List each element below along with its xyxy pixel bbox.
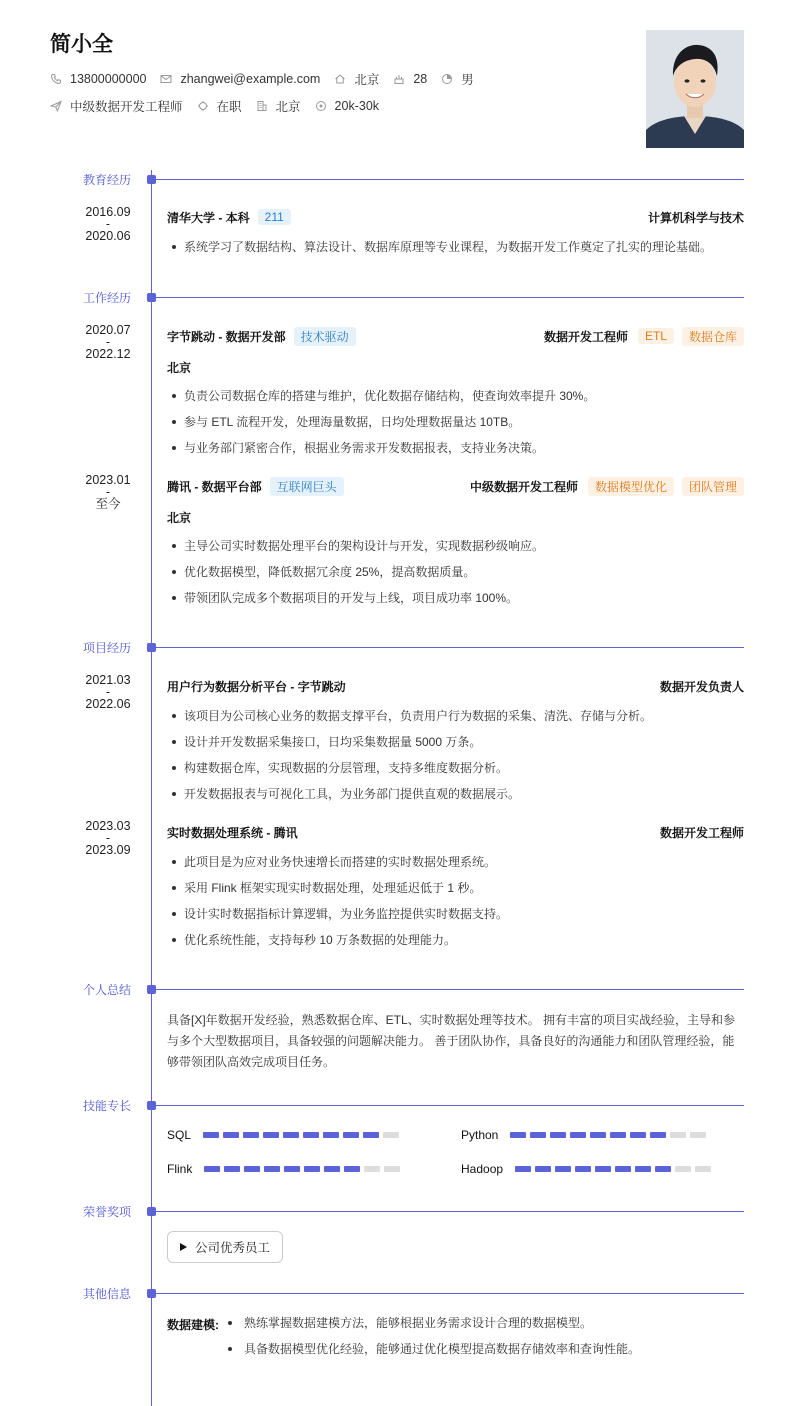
list-item: 带领团队完成多个数据项目的开发与上线，项目成功率 100%。 (167, 591, 744, 617)
skill-name: Hadoop (461, 1162, 504, 1176)
section-work (0, 289, 794, 309)
email-icon (160, 73, 172, 85)
skill-level-segment (575, 1166, 591, 1172)
work-city: 北京 (167, 511, 192, 525)
skill-level-segment (515, 1166, 531, 1172)
company-name: 腾讯 - 数据平台部 (167, 479, 262, 494)
profile-photo (646, 30, 744, 148)
date-end: 2023.09 (85, 843, 131, 857)
skill-level-segment (610, 1132, 626, 1138)
date-start: 2023.03 (85, 819, 131, 833)
section-marker (147, 293, 156, 302)
status-item (197, 97, 242, 115)
gender-text: 男 (461, 73, 474, 87)
role-tag: 数据模型优化 (588, 477, 674, 496)
skill-level-segment (383, 1132, 399, 1138)
date-separator: - (105, 335, 111, 349)
skill-level-segment (615, 1166, 631, 1172)
email-item (160, 72, 320, 86)
skill-item (167, 1128, 403, 1142)
skill-level-segment (670, 1132, 686, 1138)
skill-level-segment (283, 1132, 299, 1138)
section-skills (0, 1097, 794, 1117)
summary-text: 具备[X]年数据开发经验，熟悉数据仓库、ETL、实时数据处理等技术。 拥有丰富的项目实战经验，主导和参与多个大型数据项目，具备较强的问题解决能力。 善于团队协作，具备良好的沟通能力和团队管理经验，能够带领团队高效完成项目任务。 (167, 1013, 736, 1069)
work-entry-head (167, 477, 744, 495)
caret-right-icon (180, 1243, 187, 1251)
skill-level-segment (635, 1166, 651, 1172)
section-title: 项目经历 (83, 641, 132, 655)
resume-name: 简小全 (50, 33, 113, 56)
age-text: 28 (413, 72, 428, 86)
skill-name: Flink (167, 1162, 193, 1176)
major: 计算机科学与技术 (647, 210, 744, 225)
skill-level-segment (304, 1166, 320, 1172)
skill-level-segment (675, 1166, 691, 1172)
skill-level-segment (204, 1166, 220, 1172)
skill-level-segment (590, 1132, 606, 1138)
section-marker (147, 1289, 156, 1298)
section-divider (156, 297, 744, 298)
skill-level-segment (650, 1132, 666, 1138)
skill-level-segment (303, 1132, 319, 1138)
skill-level-segment (344, 1166, 360, 1172)
list-item: 参与 ETL 流程开发，处理海量数据，日均处理数据量达 10TB。 (167, 415, 744, 441)
project-date (72, 820, 144, 856)
skill-level-segment (343, 1132, 359, 1138)
salary-item (315, 99, 379, 113)
list-item: 优化数据模型，降低数据冗余度 25%，提高数据质量。 (167, 565, 744, 591)
honor-toggle[interactable] (167, 1231, 283, 1263)
section-title: 技能专长 (83, 1099, 132, 1113)
coin-icon (315, 100, 327, 112)
skill-name: Python (461, 1128, 499, 1142)
work-date (72, 324, 144, 360)
skill-item (461, 1128, 710, 1142)
phone-icon (50, 73, 62, 85)
section-title: 教育经历 (83, 173, 132, 187)
skill-level-segment (510, 1132, 526, 1138)
project-bullets (167, 855, 744, 959)
company-tag: 技术驱动 (294, 327, 356, 346)
home-icon (334, 73, 346, 85)
project-entry-head (167, 677, 744, 695)
list-item: 设计实时数据指标计算逻辑，为业务监控提供实时数据支持。 (167, 907, 744, 933)
list-item: 与业务部门紧密合作，根据业务需求开发数据报表，支持业务决策。 (167, 441, 744, 467)
status-icon (197, 100, 209, 112)
section-marker (147, 175, 156, 184)
section-honors (0, 1203, 794, 1223)
project-name: 用户行为数据分析平台 - 字节跳动 (167, 679, 346, 694)
project-name: 实时数据处理系统 - 腾讯 (167, 825, 298, 840)
list-item: 优化系统性能，支持每秒 10 万条数据的处理能力。 (167, 933, 744, 959)
section-marker (147, 985, 156, 994)
school-name: 清华大学 - 本科 (167, 210, 250, 225)
skill-level-segment (323, 1132, 339, 1138)
skill-level-segment (570, 1132, 586, 1138)
education-entry-head (167, 208, 744, 226)
company-name: 字节跳动 - 数据开发部 (167, 329, 286, 344)
email-text: zhangwei@example.com (180, 72, 321, 86)
project-role: 数据开发负责人 (659, 679, 744, 694)
date-end: 至今 (95, 497, 121, 511)
project-role: 数据开发工程师 (659, 825, 744, 840)
section-marker (147, 1207, 156, 1216)
skill-item (167, 1162, 404, 1176)
skill-level-segment (224, 1166, 240, 1172)
skill-level-segment (535, 1166, 551, 1172)
list-item: 负责公司数据仓库的搭建与维护，优化数据存储结构，使查询效率提升 30%。 (167, 389, 744, 415)
section-divider (156, 647, 744, 648)
skill-level-segment (223, 1132, 239, 1138)
location-text: 北京 (354, 73, 380, 87)
education-bullets (167, 240, 744, 266)
skill-item (461, 1162, 715, 1176)
education-date (72, 206, 144, 242)
skill-level-segment (243, 1132, 259, 1138)
work-bullets (167, 539, 744, 617)
section-marker (147, 1101, 156, 1110)
section-title: 工作经历 (83, 291, 132, 305)
cake-icon (393, 73, 405, 85)
job-role: 数据开发工程师 (543, 329, 628, 344)
list-item: 具备数据模型优化经验，能够通过优化模型提高数据存储效率和查询性能。 (228, 1342, 748, 1368)
skill-level-segment (530, 1132, 546, 1138)
skill-level-bar (515, 1166, 715, 1172)
role-tag: 团队管理 (682, 477, 744, 496)
list-item: 采用 Flink 框架实现实时数据处理，处理延迟低于 1 秒。 (167, 881, 744, 907)
job-role: 中级数据开发工程师 (469, 479, 578, 494)
contact-row (50, 70, 488, 88)
project-bullets (167, 709, 744, 813)
date-separator: - (105, 831, 111, 845)
section-title: 荣誉奖项 (83, 1205, 132, 1219)
gender-icon (441, 73, 453, 85)
list-item: 此项目是为应对业务快速增长而搭建的实时数据处理系统。 (167, 855, 744, 881)
company-tag: 互联网巨头 (270, 477, 344, 496)
date-end: 2022.12 (85, 347, 131, 361)
list-item: 主导公司实时数据处理平台的架构设计与开发，实现数据秒级响应。 (167, 539, 744, 565)
other-category: 数据建模: (167, 1318, 219, 1332)
phone-item (50, 72, 146, 86)
skill-level-segment (284, 1166, 300, 1172)
skill-level-segment (550, 1132, 566, 1138)
date-start: 2020.07 (85, 323, 131, 337)
list-item: 设计并开发数据采集接口，日均采集数据量 5000 万条。 (167, 735, 744, 761)
list-item: 熟练掌握数据建模方法，能够根据业务需求设计合理的数据模型。 (228, 1316, 748, 1342)
list-item: 开发数据报表与可视化工具，为业务部门提供直观的数据展示。 (167, 787, 744, 813)
date-separator: - (105, 217, 111, 231)
target-city-text: 北京 (275, 100, 301, 114)
skill-level-bar (203, 1132, 403, 1138)
skill-level-segment (264, 1166, 280, 1172)
section-title: 其他信息 (83, 1287, 132, 1301)
date-start: 2016.09 (85, 205, 131, 219)
date-separator: - (105, 685, 111, 699)
section-divider (156, 1211, 744, 1212)
skill-level-segment (595, 1166, 611, 1172)
role-tag: 数据仓库 (682, 327, 744, 346)
section-marker (147, 643, 156, 652)
date-end: 2020.06 (85, 229, 131, 243)
skill-level-segment (655, 1166, 671, 1172)
role-tag: ETL (638, 328, 674, 344)
honor-label: 公司优秀员工 (195, 1241, 271, 1255)
status-text: 在职 (216, 100, 242, 114)
location-item (334, 70, 379, 88)
target-role-item (50, 97, 183, 115)
phone-text: 13800000000 (70, 72, 147, 86)
work-bullets (167, 389, 744, 467)
section-other (0, 1285, 794, 1305)
section-divider (156, 179, 744, 180)
skill-level-segment (630, 1132, 646, 1138)
section-summary (0, 981, 794, 1001)
section-education (0, 171, 794, 191)
section-title: 个人总结 (83, 983, 132, 997)
date-start: 2023.01 (85, 473, 131, 487)
project-entry-head (167, 823, 744, 841)
skill-level-segment (263, 1132, 279, 1138)
salary-text: 20k-30k (334, 99, 380, 113)
age-item (393, 72, 427, 86)
send-icon (50, 100, 62, 112)
skill-level-bar (510, 1132, 710, 1138)
section-projects (0, 639, 794, 659)
school-tag: 211 (258, 209, 291, 225)
list-item: 系统学习了数据结构、算法设计、数据库原理等专业课程，为数据开发工作奠定了扎实的理论基础。 (167, 240, 744, 266)
skill-level-segment (203, 1132, 219, 1138)
work-entry-head (167, 327, 744, 345)
building-icon (256, 100, 268, 112)
skill-name: SQL (167, 1128, 192, 1142)
other-bullets (228, 1316, 748, 1368)
section-divider (156, 1105, 744, 1106)
skill-level-segment (324, 1166, 340, 1172)
work-date (72, 474, 144, 510)
target-city-item (256, 97, 301, 115)
project-date (72, 674, 144, 710)
date-end: 2022.06 (85, 697, 131, 711)
skill-level-segment (364, 1166, 380, 1172)
section-divider (156, 989, 744, 990)
skill-level-segment (384, 1166, 400, 1172)
skill-level-segment (555, 1166, 571, 1172)
work-city: 北京 (167, 361, 192, 375)
list-item: 构建数据仓库，实现数据的分层管理，支持多维度数据分析。 (167, 761, 744, 787)
skill-level-segment (244, 1166, 260, 1172)
job-intent-row (50, 97, 393, 115)
gender-item (441, 70, 474, 88)
skill-level-segment (695, 1166, 711, 1172)
skill-level-bar (204, 1166, 404, 1172)
date-separator: - (105, 485, 111, 499)
skill-level-segment (690, 1132, 706, 1138)
date-start: 2021.03 (85, 673, 131, 687)
skill-level-segment (363, 1132, 379, 1138)
target-role-text: 中级数据开发工程师 (70, 100, 183, 114)
list-item: 该项目为公司核心业务的数据支撑平台，负责用户行为数据的采集、清洗、存储与分析。 (167, 709, 744, 735)
section-divider (156, 1293, 744, 1294)
